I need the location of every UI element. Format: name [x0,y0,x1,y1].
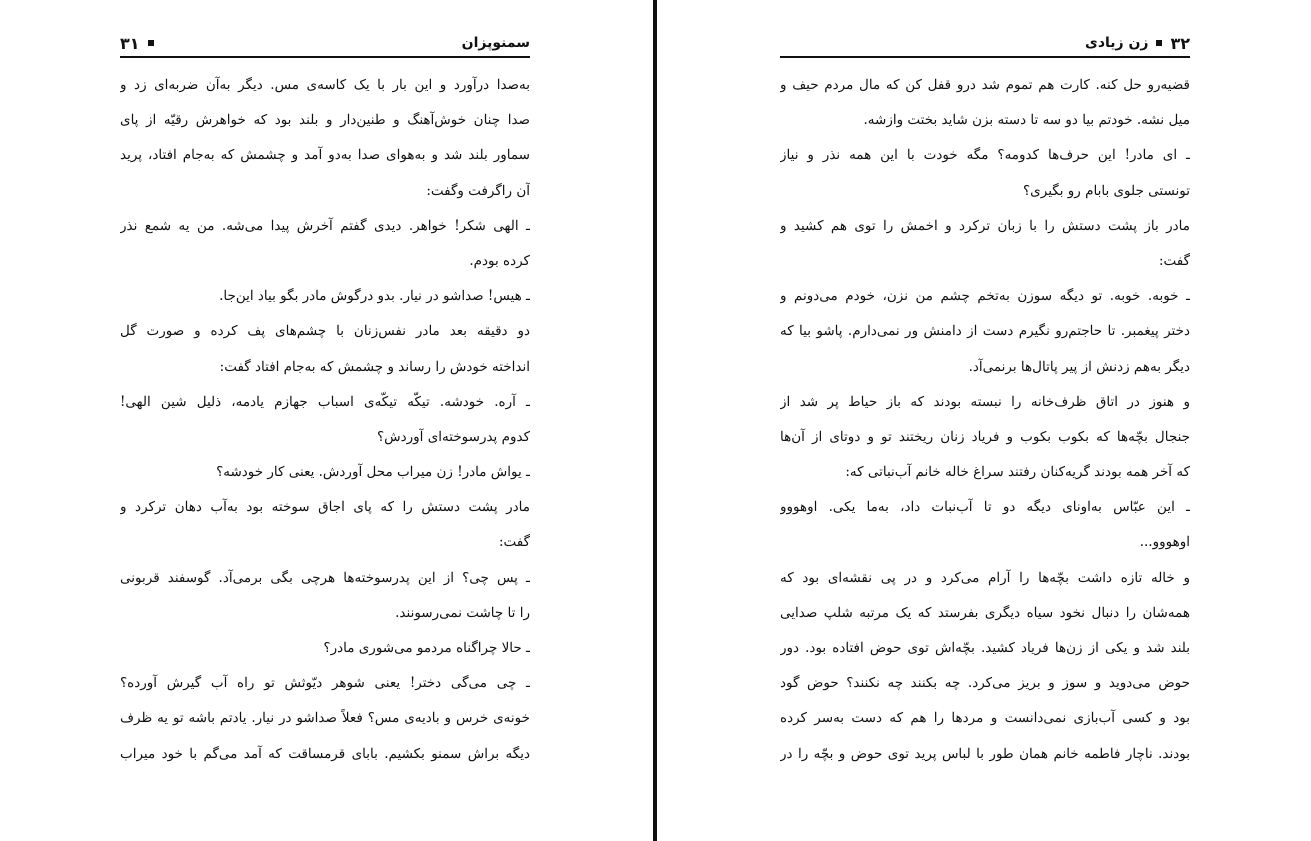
right-page [780,30,1190,772]
right-header-number-group [1085,34,1190,53]
left-page [120,30,530,772]
text-line: ـ آره. خودشه. تیکّه تیکّه‌ی اسباب جهازم یادمه، ذلیل شین الهی! [120,393,530,410]
text-line: آن راگرفت وگفت: [426,182,530,199]
text-line: ـ هیس! صداشو در نیار. بدو درگوش مادر بگو بیاد این‌جا. [219,288,530,305]
text-line: همه‌شان را دنبال نخود سیاه دیگری بفرستد که یک مرتبه شلپ صدایی [780,604,1190,621]
square-bullet-icon [148,40,154,46]
text-line: انداخته خودش را رساند و چشمش که به‌جام افتاد گفت: [219,358,530,375]
text-line: مادر پشت دستش را که پای اجاق سوخته بود به‌آب دهان ترکرد و [120,499,530,516]
right-page-number: ۳۲ [1170,33,1190,53]
text-line: صدا چنان خوش‌آهنگ و طنین‌دار و بلند بود که خواهرش رقیّه از پای [120,112,530,129]
text-line: دیگه براش سمنو بکشیم. بابای قرمساقت که آمد می‌گم با خود میراب [120,745,530,762]
text-line: دیگر به‌هم زدنش از پیر پاتال‌ها برنمی‌آد. [968,358,1190,375]
text-line: ـ حالا چراگناه مردمو می‌شوری مادر؟ [323,640,530,656]
text-line: که آخر همه بودند گریه‌کنان رفتند سراغ خاله خانم آب‌نباتی که: [845,464,1190,481]
text-line: دو دقیقه بعد مادر نفس‌زنان با چشم‌های پف کرده و صورت گل [120,323,530,340]
text-line: حوض می‌دوید و سوز و بریز می‌کرد. چه بکنند چه نکنند؟ حوض گود [780,675,1190,692]
text-line: کدوم پدرسوخته‌ای آوردش؟ [376,428,530,445]
text-line: و خاله تازه داشت بچّه‌ها را آرام می‌کرد و در پی نقشه‌ای بود که [780,569,1190,586]
left-running-header [120,30,530,58]
book-gutter [653,0,657,841]
text-line: میل نشه. خودتم بیا دو سه تا دسته بزن شاید بختت وازشه. [863,112,1190,129]
left-header-title: سمنوپزان [461,35,530,51]
right-header-title: زن زیادی [1084,35,1149,51]
right-body-text [780,68,1190,772]
text-line: دختر پیغمبر. تا حاجتم‌رو نگیرم دست از دامنش ور نمی‌دارم. پاشو بیا که [780,323,1190,340]
text-line: کرده بودم. [469,252,530,269]
right-running-header [780,30,1190,58]
text-line: گفت: [498,534,530,551]
text-line: گفت: [1158,252,1190,269]
text-line: ـ یواش مادر! زن میراب محل آوردش. یعنی کار خودشه؟ [216,464,530,481]
text-line: تونستی جلوی بابام رو بگیری؟ [1023,182,1190,199]
text-line: مادر باز پشت دستش را با زبان ترکرد و اخمش را توی هم کشید و [780,217,1190,234]
left-header-number-group [120,34,154,53]
text-line: و هنوز در اتاق ظرف‌خانه را نبسته بودند که باز حیاط پر شد از [780,393,1190,410]
square-bullet-icon [1156,40,1162,46]
left-page-number: ۳۱ [120,33,140,53]
text-line: ـ چی می‌گی دختر! یعنی شوهر دیّوثش تو راه آب گیرش آورده؟ [120,675,530,692]
text-line: بلند شد و یکی از زن‌ها فریاد کشید. بچّه‌اش توی حوض افتاده بود. دور [780,640,1190,656]
text-line: خونه‌ی خرس و بادیه‌ی مس؟ فعلاً صداشو در نیار. یادتم باشه تو یه ظرف [120,710,530,727]
text-line: سماور بلند شد و به‌هوای صدا به‌دو آمد و چشمش که به‌جام افتاد، پرید [120,147,530,164]
text-line: بودند. ناچار فاطمه خانم همان طور با لباس پرید توی حوض و بچّه را در [780,745,1190,762]
text-line: را تا چاشت نمی‌رسونند. [395,604,530,621]
left-body-text [120,68,530,772]
text-line: بود و کسی آب‌بازی نمی‌دانست و مردها را هم که دست به‌سر کرده [780,710,1190,727]
text-line: ـ ای مادر! این حرف‌ها کدومه؟ مگه خودت با این همه نذر و نیاز [780,147,1190,164]
text-line: به‌صدا درآورد و این بار با یک کاسه‌ی مس. دیگر به‌آن ضربه‌ای زد و [120,77,530,93]
text-line: ـ این عبّاس به‌اونای دیگه دو تا آب‌نبات داد، به‌ما یکی. اوهووو [780,499,1190,516]
text-line: ـ خوبه. خوبه. تو دیگه سوزن به‌تخم چشم من نزن، خودم می‌دونم و [780,288,1190,305]
text-line: جنجال بچّه‌ها که بکوب بکوب و فریاد زنان ریختند تو و دوتای از آن‌ها [780,428,1190,445]
text-line: ـ الهی شکر! خواهر. دیدی گفتم آخرش پیدا می‌شه. من یه شمع نذر [120,217,530,234]
text-line: ـ پس چی؟ از این پدرسوخته‌ها هرچی بگی برمی‌آد. گوسفند قربونی [120,569,530,586]
text-line: اوهووو... [1139,534,1190,551]
text-line: قضیه‌رو حل کنه. کارت هم تموم شد درو قفل کن که مال مردم حیف و [780,77,1190,93]
